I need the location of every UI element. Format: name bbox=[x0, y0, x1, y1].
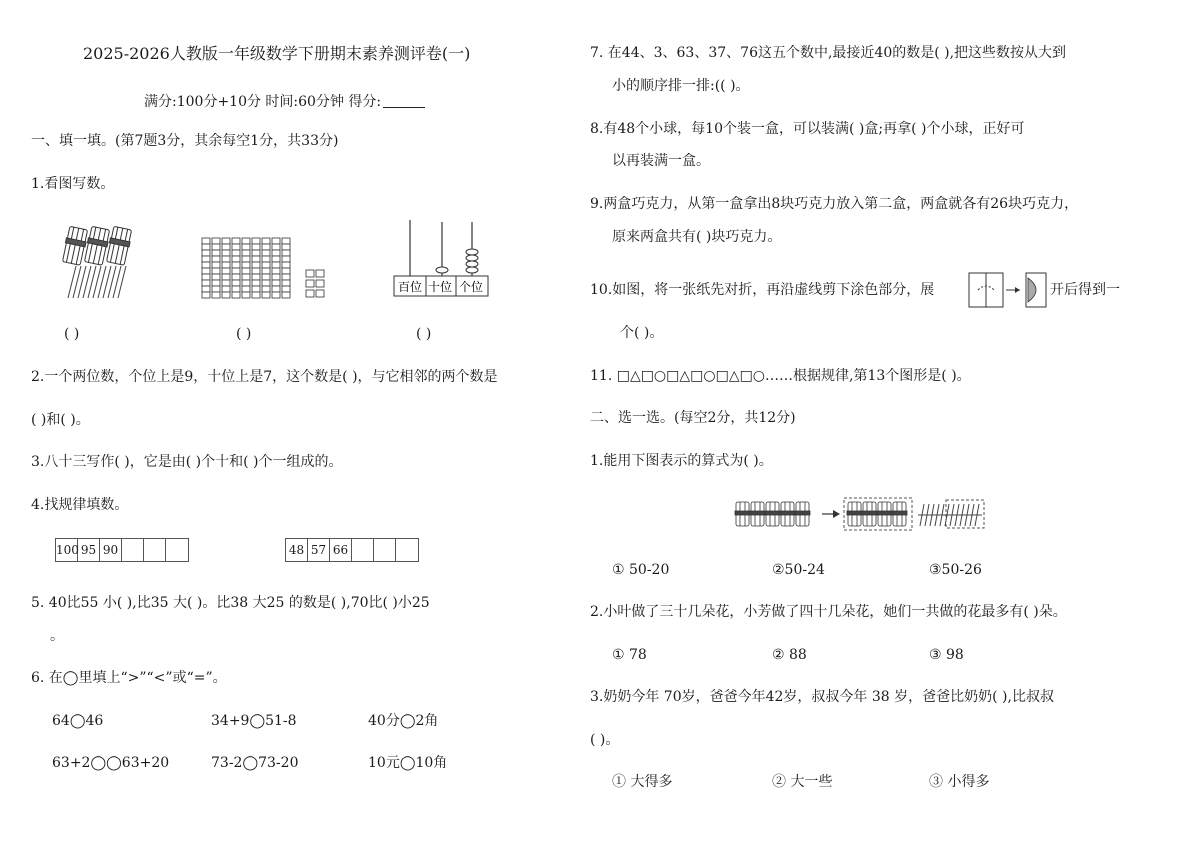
s2q3-option-2[interactable]: ② 大一些 bbox=[772, 774, 833, 790]
sequence-blank-cell[interactable] bbox=[396, 539, 418, 561]
q7-line1: 7. 在44、3、63、37、76这五个数中,最接近40的数是( ),把这些数按从大到 bbox=[590, 45, 1067, 61]
q8-line2: 以再装满一盒。 bbox=[612, 153, 710, 169]
s2q2-text: 2.小叶做了三十几朵花，小芳做了四十几朵花，她们一共做的花最多有( )朵。 bbox=[590, 604, 1067, 620]
compare-item[interactable]: 73-2◯73-20 bbox=[211, 755, 299, 771]
q1-answer-2[interactable]: ( ) bbox=[236, 326, 252, 342]
sequence-box-2 bbox=[285, 538, 419, 562]
s2q2-option-1[interactable]: ① 78 bbox=[612, 647, 647, 663]
sequence-cell: 48 bbox=[286, 539, 308, 561]
q11-text: 11. □△□○□△□○□△□○……根据规律,第13个图形是( )。 bbox=[590, 368, 971, 384]
q2-line1: 2.一个两位数，个位上是9，十位上是7，这个数是( )，与它相邻的两个数是 bbox=[31, 369, 498, 385]
q6-text: 6. 在◯里填上“>”“<”或“=”。 bbox=[31, 670, 227, 686]
q5-line2: 。 bbox=[50, 628, 64, 644]
abacus-figure bbox=[394, 218, 490, 298]
q9-line2: 原来两盒共有( )块巧克力。 bbox=[612, 229, 782, 245]
q2-line2: ( )和( )。 bbox=[31, 412, 90, 428]
q9-line1: 9.两盒巧克力，从第一盒拿出8块巧克力放入第二盒，两盒就各有26块巧克力， bbox=[590, 196, 1079, 212]
section1-title: 一、填一填。(第7题3分，其余每空1分，共33分) bbox=[31, 133, 339, 149]
q1-answer-3[interactable]: ( ) bbox=[416, 326, 432, 342]
compare-item[interactable]: 10元◯10角 bbox=[368, 755, 448, 771]
s2q2-option-3[interactable]: ③ 98 bbox=[929, 647, 964, 663]
paper-fold-figure bbox=[968, 272, 1048, 308]
s2q3-line2: ( )。 bbox=[590, 732, 620, 748]
sequence-blank-cell[interactable] bbox=[144, 539, 166, 561]
q10-line2: 个( )。 bbox=[620, 325, 664, 341]
q8-line1: 8.有48个小球，每10个装一盒，可以装满( )盒;再拿( )个小球，正好可 bbox=[590, 121, 1025, 137]
s2q3-option-3[interactable]: ③ 小得多 bbox=[929, 774, 990, 790]
score-line bbox=[144, 93, 425, 111]
q4-text: 4.找规律填数。 bbox=[31, 497, 129, 513]
q1-text: 1.看图写数。 bbox=[31, 176, 115, 192]
compare-item[interactable]: 63+2◯◯63+20 bbox=[52, 755, 170, 771]
sequence-blank-cell[interactable] bbox=[122, 539, 144, 561]
sequence-blank-cell[interactable] bbox=[352, 539, 374, 561]
abacus-label-ones: 个位 bbox=[459, 280, 484, 294]
compare-item[interactable]: 34+9◯51-8 bbox=[211, 713, 297, 729]
abacus-label-hundreds: 百位 bbox=[398, 280, 423, 294]
section2-title: 二、选一选。(每空2分，共12分) bbox=[590, 410, 796, 426]
sequence-cell: 95 bbox=[78, 539, 100, 561]
s2q1-text: 1.能用下图表示的算式为( )。 bbox=[590, 453, 773, 469]
q10-text-b: 开后得到一 bbox=[1050, 282, 1120, 298]
abacus-label-tens: 十位 bbox=[428, 280, 453, 294]
subtraction-figure bbox=[736, 496, 988, 532]
sequence-cell: 57 bbox=[308, 539, 330, 561]
sequence-box-1 bbox=[55, 538, 189, 562]
compare-item[interactable]: 40分◯2角 bbox=[368, 713, 439, 729]
stick-bundles-figure bbox=[62, 222, 132, 302]
score-blank[interactable] bbox=[383, 93, 425, 108]
q1-answer-1[interactable]: ( ) bbox=[64, 326, 80, 342]
s2q3-line1: 3.奶奶今年 70岁，爸爸今年42岁，叔叔今年 38 岁，爸爸比奶奶( ),比叔叔 bbox=[590, 689, 1054, 705]
s2q1-option-3[interactable]: ③50-26 bbox=[929, 562, 982, 578]
sequence-blank-cell[interactable] bbox=[166, 539, 188, 561]
s2q2-option-2[interactable]: ② 88 bbox=[772, 647, 807, 663]
q10-text-a: 10.如图，将一张纸先对折，再沿虚线剪下涂色部分，展 bbox=[590, 282, 935, 298]
q7-line2: 小的顺序排一排:(( )。 bbox=[612, 78, 750, 94]
score-line-text: 满分:100分+10分 时间:60分钟 得分: bbox=[144, 94, 382, 110]
sequence-cell: 66 bbox=[330, 539, 352, 561]
s2q1-option-2[interactable]: ②50-24 bbox=[772, 562, 825, 578]
q3-text: 3.八十三写作( )，它是由( )个十和( )个一组成的。 bbox=[31, 454, 343, 470]
s2q1-option-1[interactable]: ① 50-20 bbox=[612, 562, 670, 578]
s2q3-option-1[interactable]: ① 大得多 bbox=[612, 774, 673, 790]
compare-item[interactable]: 64◯46 bbox=[52, 713, 104, 729]
sequence-cell: 100 bbox=[56, 539, 78, 561]
sequence-blank-cell[interactable] bbox=[374, 539, 396, 561]
q5-line1: 5. 40比55 小( ),比35 大( )。比38 大25 的数是( ),70比( )小25 bbox=[31, 595, 430, 611]
place-value-blocks-figure bbox=[202, 236, 332, 300]
sequence-cell: 90 bbox=[100, 539, 122, 561]
exam-title: 2025-2026人教版一年级数学下册期末素养测评卷(一) bbox=[83, 44, 471, 63]
